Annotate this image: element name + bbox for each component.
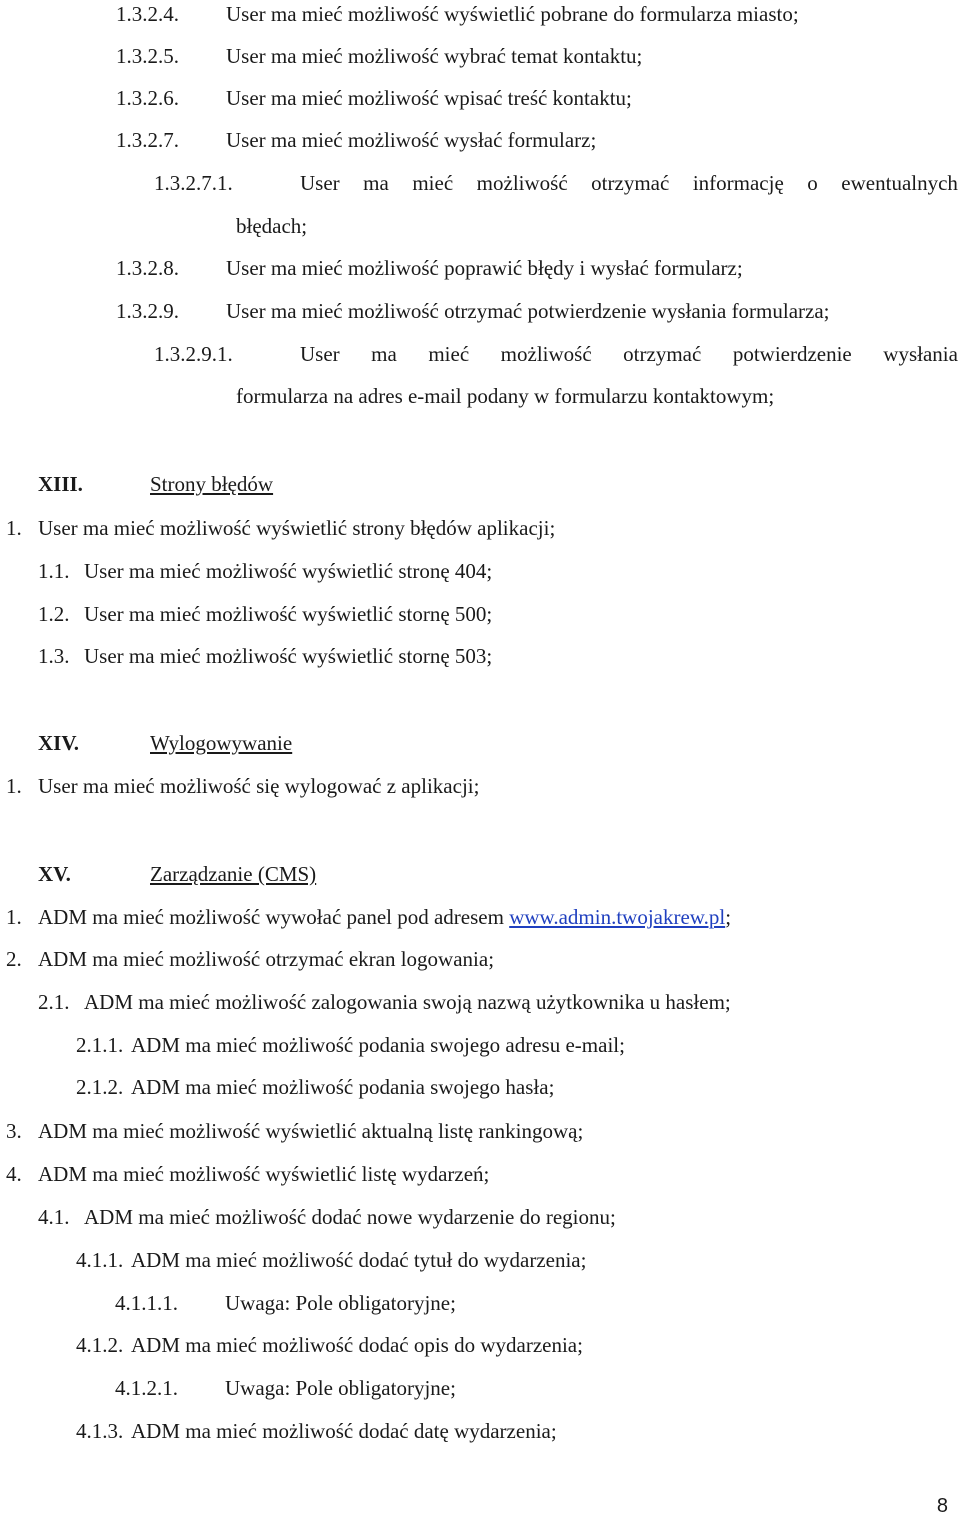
word: User — [300, 342, 340, 366]
item-number: 4.1.3. — [76, 1419, 124, 1443]
item-text — [38, 903, 731, 931]
item-continuation: formularza na adres e-mail podany w formularzu kontaktowym; — [236, 384, 775, 408]
item-number: 1.3.2.9.1. — [154, 342, 233, 366]
item-text: Uwaga: Pole obligatoryjne; — [225, 1376, 456, 1400]
word: User — [300, 171, 340, 195]
section-number: XV. — [38, 862, 71, 886]
item-number: 1.3.2.5. — [116, 44, 179, 68]
item-number: 1.3. — [38, 644, 70, 668]
item-number: 1.3.2.7. — [116, 128, 179, 152]
item-text: ADM ma mieć możliwość zalogowania swoją nazwą użytkownika u hasłem; — [84, 990, 731, 1014]
item-number: 4.1.1. — [76, 1248, 124, 1272]
item-text: ADM ma mieć możliwość podania swojego hasła; — [131, 1075, 555, 1099]
item-continuation: błędach; — [236, 214, 308, 238]
item-number: 4.1.2.1. — [115, 1376, 178, 1400]
word: ma — [371, 342, 397, 366]
item-number: 3. — [6, 1119, 22, 1143]
item-text: ADM ma mieć możliwość podania swojego adresu e-mail; — [131, 1033, 625, 1057]
item-text: User ma mieć możliwość wyświetlić stronę 404; — [84, 559, 493, 583]
section-title: Strony błędów — [150, 472, 274, 496]
justified-line — [300, 340, 958, 368]
item-text: ADM ma mieć możliwość wyświetlić listę wydarzeń; — [38, 1162, 490, 1186]
item-number: 1.3.2.9. — [116, 299, 179, 323]
item-number: 4. — [6, 1162, 22, 1186]
word: otrzymać — [591, 171, 670, 195]
item-number: 1. — [6, 774, 22, 798]
item-number: 1.3.2.4. — [116, 2, 179, 26]
justified-line — [300, 169, 958, 197]
item-number: 2.1. — [38, 990, 70, 1014]
item-text: ADM ma mieć możliwość otrzymać ekran logowania; — [38, 947, 495, 971]
item-text: User ma mieć możliwość wyświetlić stornę 500; — [84, 602, 493, 626]
word: potwierdzenie — [732, 342, 852, 366]
item-text: ADM ma mieć możliwość wyświetlić aktualną listę rankingową; — [38, 1119, 584, 1143]
word: możliwość — [476, 171, 568, 195]
section-title: Zarządzanie (CMS) — [150, 862, 317, 886]
item-number: 2. — [6, 947, 22, 971]
item-text-after: ; — [725, 905, 732, 929]
item-text: ADM ma mieć możliwość dodać datę wydarzenia; — [131, 1419, 557, 1443]
section-title: Wylogowywanie — [150, 731, 293, 755]
item-number: 1.3.2.7.1. — [154, 171, 233, 195]
item-text: User ma mieć możliwość się wylogować z aplikacji; — [38, 774, 480, 798]
word: otrzymać — [623, 342, 702, 366]
word: informację — [692, 171, 784, 195]
item-number: 1. — [6, 516, 22, 540]
item-text: ADM ma mieć możliwość dodać opis do wydarzenia; — [131, 1333, 583, 1357]
item-text: Uwaga: Pole obligatoryjne; — [225, 1291, 456, 1315]
item-text: User ma mieć możliwość otrzymać potwierdzenie wysłania formularza; — [226, 299, 830, 323]
item-number: 4.1. — [38, 1205, 70, 1229]
item-number: 1.2. — [38, 602, 70, 626]
word: mieć — [412, 171, 454, 195]
word: ma — [363, 171, 389, 195]
page-number: 8 — [936, 1495, 948, 1517]
item-number: 1.3.2.8. — [116, 256, 179, 280]
word: mieć — [428, 342, 470, 366]
item-text: User ma mieć możliwość wysłać formularz; — [226, 128, 597, 152]
item-number: 2.1.2. — [76, 1075, 124, 1099]
item-number: 2.1.1. — [76, 1033, 124, 1057]
item-number: 4.1.2. — [76, 1333, 124, 1357]
item-text-main: ADM ma mieć możliwość wywołać panel pod adresem — [38, 905, 504, 929]
section-number: XIV. — [38, 731, 80, 755]
item-number: 1.3.2.6. — [116, 86, 179, 110]
item-text: User ma mieć możliwość wyświetlić strony błędów aplikacji; — [38, 516, 556, 540]
item-text: User ma mieć możliwość wybrać temat kontaktu; — [226, 44, 643, 68]
section-number: XIII. — [38, 472, 83, 496]
item-text: ADM ma mieć możliwość dodać tytuł do wydarzenia; — [131, 1248, 587, 1272]
item-text: ADM ma mieć możliwość dodać nowe wydarzenie do regionu; — [84, 1205, 616, 1229]
item-text: User ma mieć możliwość wyświetlić pobrane do formularza miasto; — [226, 2, 799, 26]
item-text: User ma mieć możliwość wpisać treść kontaktu; — [226, 86, 632, 110]
word: wysłania — [883, 342, 958, 366]
word: ewentualnych — [841, 171, 958, 195]
item-number: 1.1. — [38, 559, 70, 583]
word: o — [807, 171, 818, 195]
item-text: User ma mieć możliwość wyświetlić stornę 503; — [84, 644, 493, 668]
item-number: 4.1.1.1. — [115, 1291, 178, 1315]
item-number: 1. — [6, 905, 22, 929]
admin-panel-link[interactable]: www.admin.twojakrew.pl — [509, 905, 726, 929]
item-text: User ma mieć możliwość poprawić błędy i wysłać formularz; — [226, 256, 743, 280]
word: możliwość — [500, 342, 592, 366]
